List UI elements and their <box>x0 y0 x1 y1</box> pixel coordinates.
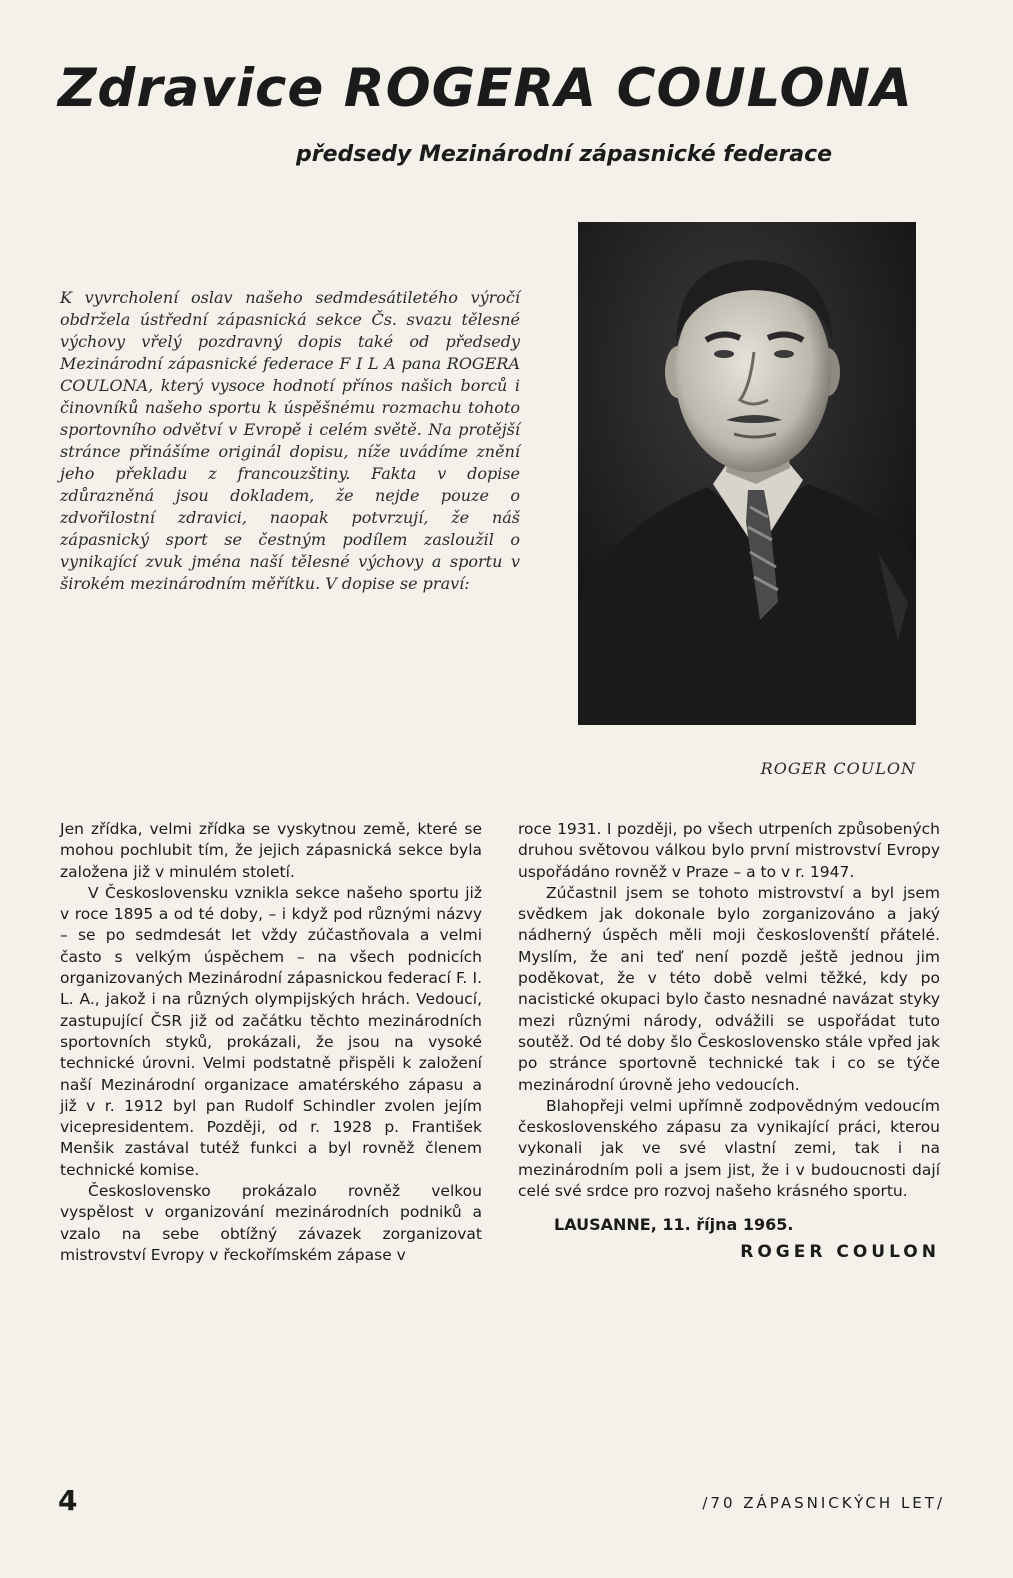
letter-paragraph: roce 1931. I později, po všech utrpeních způsobených druhou světovou válkou bylo první mistrovství Evropy uspořádáno rovněž v Praze – a to v r. 1947. <box>518 820 940 881</box>
page-number: 4 <box>58 1484 78 1517</box>
publication-footer: /70 ZÁPASNICKÝCH LET/ <box>702 1494 945 1512</box>
letter-paragraph: Československo prokázalo rovněž velkou vyspělost v organizování mezinárodních podniků a vzalo na sebe obtížný závazek zorganizovat mistrovství Evropy v řeckořímském zápase v <box>60 1182 482 1264</box>
portrait-photo <box>578 222 916 725</box>
portrait-illustration <box>578 222 916 725</box>
article-subtitle: předsedy Mezinárodní zápasnické federace <box>296 142 833 167</box>
letter-signature: ROGER COULON <box>740 1241 940 1262</box>
intro-paragraph: K vyvrcholení oslav našeho sedmdesátiletého výročí obdržela ústřední zápasnická sekce Čs. svazu tělesné výchovy vřelý pozdravný dopis také od předsedy Mezinárodní zápasnické federace F I L A pana ROGERA COULONA, který vysoce hodnotí přínos našich borců i činovníků našeho sportu k úspěšnému rozmachu tohoto sportovního odvětví v Evropě i celém světě. Na protější stránce přinášíme originál dopisu, níže uvádíme znění jeho překladu z francouzštiny. Fakta v dopise zdůrazněná jsou dokladem, že nejde pouze o zdvořilostní zdravici, naopak potvrzují, že náš zápasnický sport se čestným podílem zasloužil o vynikající zvuk jména naší tělesné výchovy a sportu v širokém mezinárodním měřítku. V dopise se praví: <box>60 288 520 593</box>
letter-column-left <box>60 819 482 1266</box>
letter-paragraph: V Československu vznikla sekce našeho sportu již v roce 1895 a od té doby, – i když pod různými názvy – se po sedmdesát let vždy zúčastňovala a velmi často s velkým úspěchem – na všech podnicích organizovaných Mezinárodní zápasnickou federací F. I. L. A., jakož i na různých olympijských hrách. Vedoucí, zastupující ČSR již od začátku těchto mezinárodních sportovních styků, prokázali, že jsou na vysoké technické úrovni. Velmi podstatně přispěli k založení naší Mezinárodní organizace amatérského zápasu a již v r. 1912 byl pan Rudolf Schindler zvolen jejím vicepresidentem. Později, od r. 1928 p. František Menšik zastával tutéž funkci a byl rovněž členem technické komise. <box>60 883 482 1179</box>
letter-place-date: LAUSANNE, 11. října 1965. <box>554 1215 794 1235</box>
article-title: Zdravice ROGERA COULONA <box>58 58 913 119</box>
letter-paragraph: Zúčastnil jsem se tohoto mistrovství a byl jsem svědkem jak dokonale bylo zorganizováno a jaký nádherný úspěch měli moji českoslovenští přátelé. Myslím, že ani teď není pozdě ještě jednou jim poděkovat, že v této době velmi těžké, kdy po nacistické okupaci bylo často nesnadné navázat styky mezi různými národy, odvážili se uspořádat tuto soutěž. Od té doby šlo Československo stále vpřed jak po stránce sportovně technické tak i co se týče mezinárodní úrovně jeho vedoucích. <box>518 883 940 1094</box>
letter-paragraph: Blahopřeji velmi upřímně zodpovědným vedoucím československého zápasu za vynikající práci, kterou vykonali jak ve své vlastní zemi, tak i na mezinárodním poli a jsem jist, že i v budoucnosti dají celé své srdce pro rozvoj našeho krásného sportu. <box>518 1096 940 1201</box>
letter-paragraph: Jen zřídka, velmi zřídka se vyskytnou země, které se mohou pochlubit tím, že jejich zápasnická sekce byla založena již v minulém století. <box>60 820 482 881</box>
letter-column-right <box>518 819 940 1263</box>
photo-caption: ROGER COULON <box>760 759 916 778</box>
